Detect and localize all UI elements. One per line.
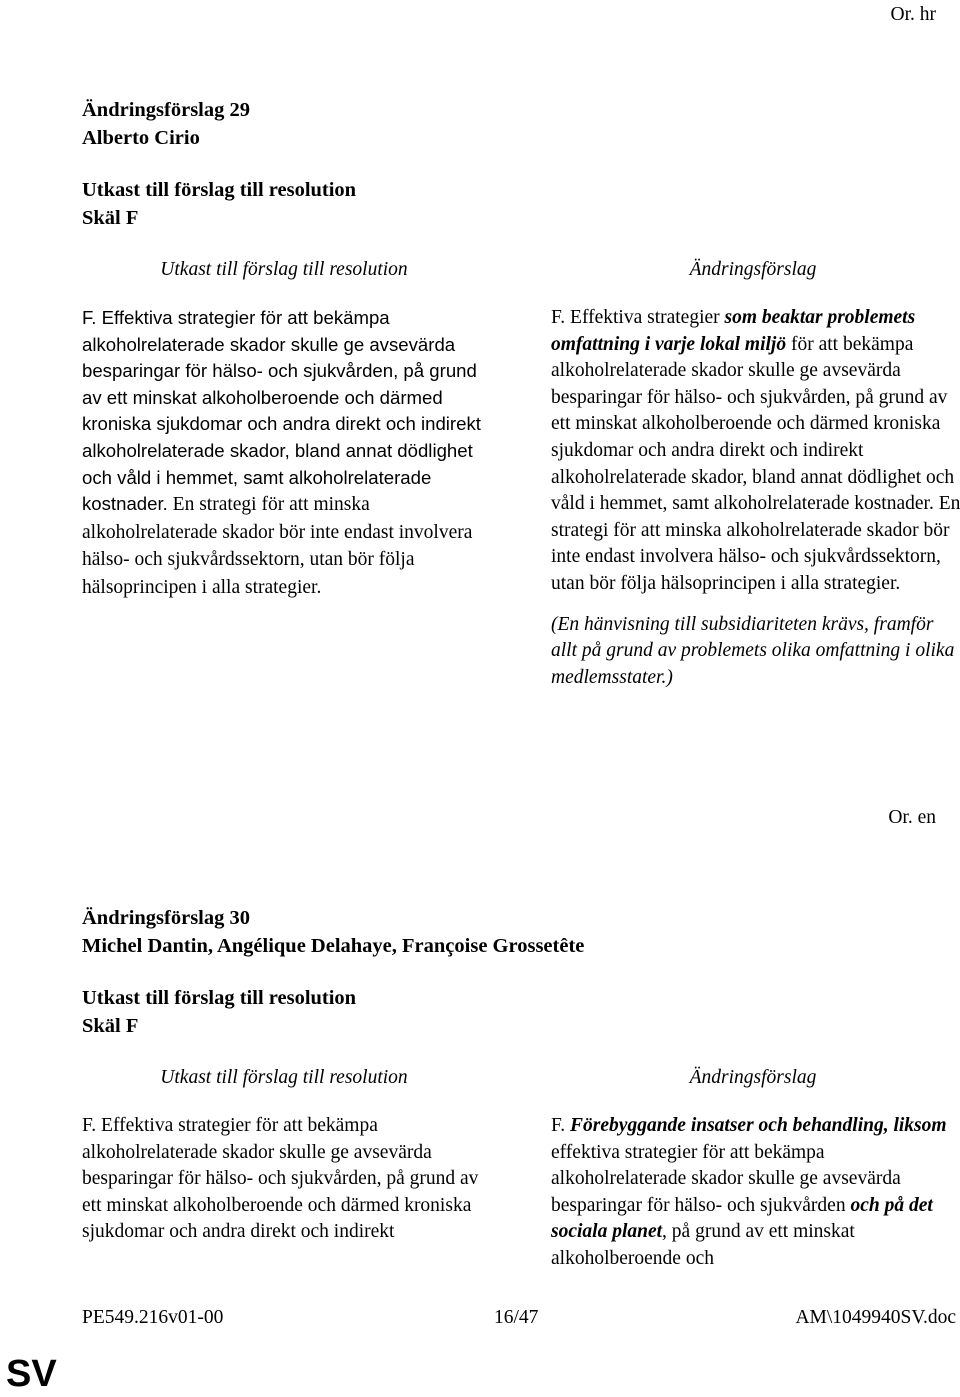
amendment-29-left-header: Utkast till förslag till resolution bbox=[160, 259, 408, 280]
amendment-30-right-header: Ändringsförslag bbox=[689, 1067, 817, 1088]
amendment-29-number: Ändringsförslag 29 bbox=[82, 99, 251, 121]
amended-text-intro: F. Effektiva strategier bbox=[551, 307, 725, 328]
amendment-29-target: Utkast till förslag till resolution bbox=[82, 179, 357, 201]
footer-page-number: 16/47 bbox=[494, 1307, 539, 1328]
amendment-30-number: Ändringsförslag 30 bbox=[82, 907, 251, 929]
amendment-30-target: Utkast till förslag till resolution bbox=[82, 987, 357, 1009]
amendment-30-left-header: Utkast till förslag till resolution bbox=[160, 1067, 408, 1088]
footer-language-code: SV bbox=[6, 1353, 57, 1395]
original-text-part-b: En strategi för att minska alkoholrelaterade skador bör inte endast involvera hälso- och sjukvårdssektorn, utan bör följa hälsoprincipen i alla strategier. bbox=[82, 494, 473, 598]
amended-30-prefix: F. bbox=[551, 1115, 571, 1136]
original-text-part-a: F. Effektiva strategier för att bekämpa alkoholrelaterade skador skulle ge avsevärda besparingar för hälso- och sjukvården, på grund av ett minskat alkoholberoende och därmed kroniska sjukdomar och andra direkt och indirekt alkoholrelaterade skador, bland annat dödlighet och våld i hemmet, samt alkoholrelaterade kostnader. bbox=[82, 307, 481, 515]
amended-text-rest: för att bekämpa alkoholrelaterade skador skulle ge avsevärda besparingar för hälso- och sjukvården, på grund av ett minskat alkoholberoende och därmed kroniska sjukdomar och andra direkt och indirekt alkoholrelaterade skador, bland annat dödlighet och våld i hemmet, samt alkoholrelaterade kostnader. En strategi för att minska alkoholrelaterade skador bör inte endast involvera hälso- och sjukvårdssektorn, utan bör följa hälsoprincipen i alla strategier. bbox=[551, 333, 960, 594]
amended-30-middle: effektiva strategier för att bekämpa alkoholrelaterade skador skulle ge avsevärda besparingar för hälso- och sjukvården bbox=[551, 1141, 901, 1216]
footer-doc-reference: PE549.216v01-00 bbox=[82, 1307, 224, 1328]
amended-30-rest: , på grund av ett minskat alkoholberoende och bbox=[551, 1221, 855, 1269]
amendment-30-original-text bbox=[82, 1113, 482, 1246]
amendment-30-clause: Skäl F bbox=[82, 1015, 139, 1037]
amended-30-insertion-1: Förebyggande insatser och behandling, liksom bbox=[570, 1115, 947, 1136]
amended-text-insertion: som beaktar problemets omfattning i varje lokal miljö bbox=[551, 307, 916, 355]
amended-30-insertion-2: och på det sociala planet bbox=[551, 1194, 933, 1243]
amendment-30-amended-text bbox=[551, 1113, 957, 1273]
amendment-30-authors: Michel Dantin, Angélique Delahaye, Françoise Grossetête bbox=[82, 935, 585, 957]
amendment-29-justification: (En hänvisning till subsidiariteten krävs, framför allt på grund av problemets olika omfattning i olika medlemsstater.) bbox=[551, 613, 955, 688]
footer-file-name: AM\1049940SV.doc bbox=[795, 1307, 956, 1328]
amendment-29-original-text bbox=[82, 305, 482, 602]
amendment-29-clause: Skäl F bbox=[82, 207, 139, 229]
original-language-marker: Or. hr bbox=[890, 4, 936, 25]
amendment-29-author: Alberto Cirio bbox=[82, 127, 200, 149]
amendment-29-right-header: Ändringsförslag bbox=[689, 259, 817, 280]
amendment-30-original-paragraph: F. Effektiva strategier för att bekämpa alkoholrelaterade skador skulle ge avsevärda besparingar för hälso- och sjukvården, på grund av ett minskat alkoholberoende och därmed kroniska sjukdomar och andra direkt och indirekt bbox=[82, 1115, 479, 1243]
original-language-marker-en: Or. en bbox=[888, 807, 936, 828]
amendment-29-amended-text bbox=[551, 305, 960, 691]
